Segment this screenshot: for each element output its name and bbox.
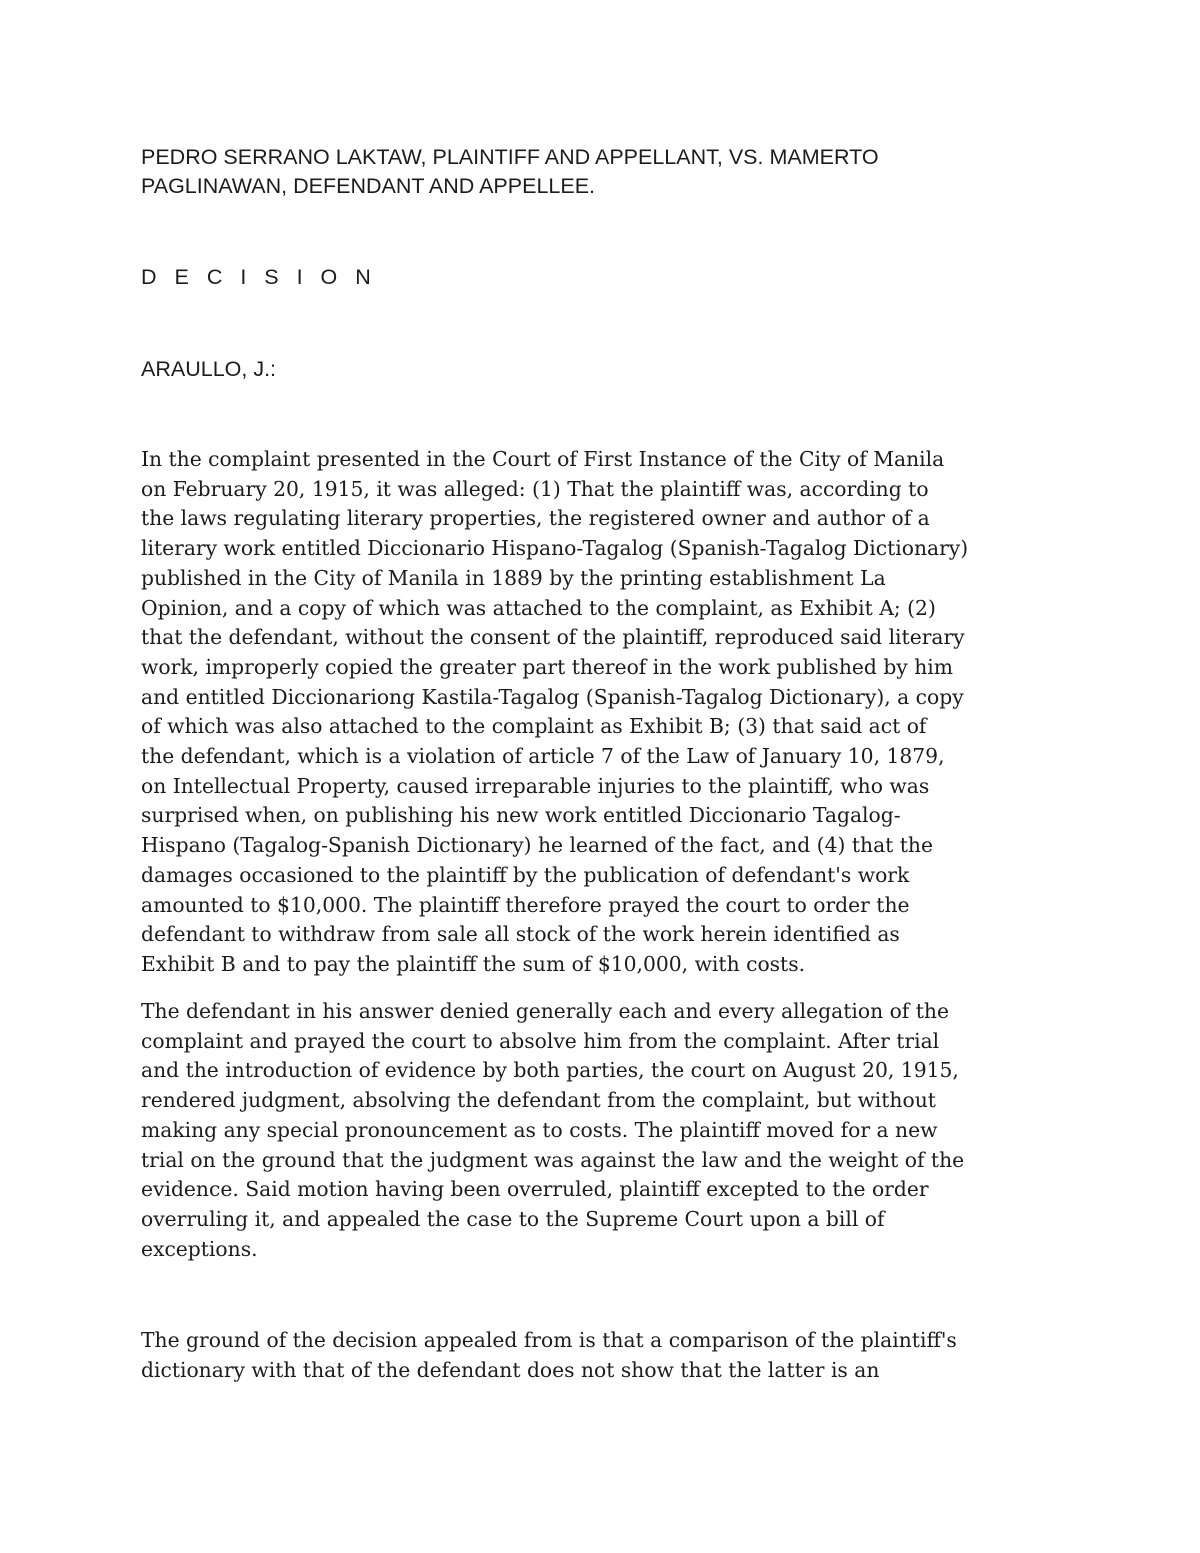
- case-title: PEDRO SERRANO LAKTAW, PLAINTIFF AND APPELLANT, VS. MAMERTO PAGLINAWAN, DEFENDANT AND APPELLEE.: [141, 145, 879, 198]
- paragraph-complaint: In the complaint presented in the Court of First Instance of the City of Manila on February 20, 1915, it was alleged: (1) That the plaintiff was, according to the laws regulating literary properties, the registered owner and author of a literary work entitled Diccionario Hispano-Tagalog (Spanish-Tagalog Dictionary) published in the City of Manila in 1889 by the printing establishment La Opinion, and a copy of which was attached to the complaint, as Exhibit A; (2) that the defendant, without the consent of the plaintiff, reproduced said literary work, improperly copied the greater part thereof in the work published by him and entitled Diccionariong Kastila-Tagalog (Spanish-Tagalog Dictionary), a copy of which was also attached to the complaint as Exhibit B; (3) that said act of the defendant, which is a violation of article 7 of the Law of January 10, 1879, on Intellectual Property, caused irreparable injuries to the plaintiff, who was surprised when, on publishing his new work entitled Diccionario Tagalog- Hispano (Tagalog-Spanish Dictionary) he learned of the fact, and (4) that the damages occasioned to the plaintiff by the publication of defendant's work amounted to $10,000. The plaintiff therefore prayed the court to order the defendant to withdraw from sale all stock of the work herein identified as Exhibit B and to pay the plaintiff the sum of $10,000, with costs.: [141, 447, 969, 976]
- paragraph-ground: The ground of the decision appealed from is that a comparison of the plaintiff's dictionary with that of the defendant does not show that the latter is an: [141, 1328, 957, 1382]
- paragraph-answer: The defendant in his answer denied generally each and every allegation of the complaint and prayed the court to absolve him from the complaint. After trial and the introduction of evidence by both parties, the court on August 20, 1915, rendered judgment, absolving the defendant from the complaint, but without making any special pronouncement as to costs. The plaintiff moved for a new trial on the ground that the judgment was against the law and the weight of the evidence. Said motion having been overruled, plaintiff excepted to the order overruling it, and appealed the case to the Supreme Court upon a bill of exceptions.: [141, 999, 965, 1261]
- decision-label: D E C I S I O N: [141, 265, 377, 289]
- ponente: ARAULLO, J.:: [141, 357, 277, 381]
